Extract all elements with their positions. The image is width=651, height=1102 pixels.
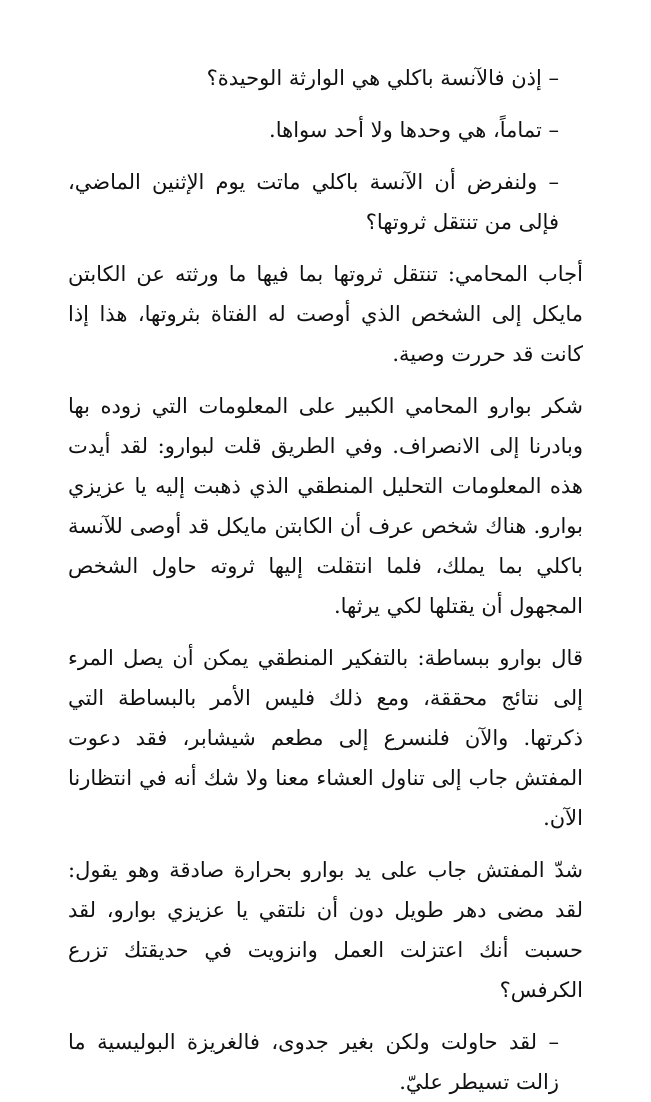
dialogue-line-exactly: – تماماً، هي وحدها ولا أحد سواها.: [269, 118, 559, 142]
paragraph-poirot-thanks: شكر بوارو المحامي الكبير على المعلومات التي زوده بها وبادرنا إلى الانصراف. وفي الطريق قلت لبوارو: لقد أيدت هذه المعلومات التحليل المنطقي الذي ذهبت إليه يا عزيزي بوارو. هناك شخص عرف أن الكابتن مايكل قد أوصى للآنسة باكلي بما يملك، فلما انتقلت إليها ثروته حاول الشخص المجهول أن يقتلها لكي يرثها.: [68, 394, 583, 618]
paragraph-poirot-logic: قال بوارو ببساطة: بالتفكير المنطقي يمكن أن يصل المرء إلى نتائج محققة، ومع ذلك فليس الأمر بالبساطة التي ذكرتها. والآن فلنسرع إلى مطعم شيشابر، فقد دعوت المفتش جاب إلى تناول العشاء معنا ولا شك أنه في انتظارنا الآن.: [68, 646, 583, 830]
dialogue-line-sole-heiress: – إذن فالآنسة باكلي هي الوارثة الوحيدة؟: [206, 66, 559, 90]
dialogue-line-instinct: – لقد حاولت ولكن بغير جدوى، فالغريزة البوليسية ما زالت تسيطر عليّ.: [68, 1030, 559, 1094]
dialogue-line-suppose: – ولنفرض أن الآنسة باكلي ماتت يوم الإثنين الماضي، فإلى من تنتقل ثروتها؟: [68, 170, 559, 234]
paragraph-japp-greeting: شدّ المفتش جاب على يد بوارو بحرارة صادقة وهو يقول: لقد مضى دهر طويل دون أن نلتقي يا عزيزي بوارو، لقد حسبت أنك اعتزلت العمل وانزويت في حديقتك تزرع الكرفس؟: [68, 858, 583, 1002]
paragraph-lawyer-answer: أجاب المحامي: تنتقل ثروتها بما فيها ما ورثته عن الكابتن مايكل إلى الشخص الذي أوصت له الفتاة بثروتها، هذا إذا كانت قد حررت وصية.: [68, 262, 583, 366]
